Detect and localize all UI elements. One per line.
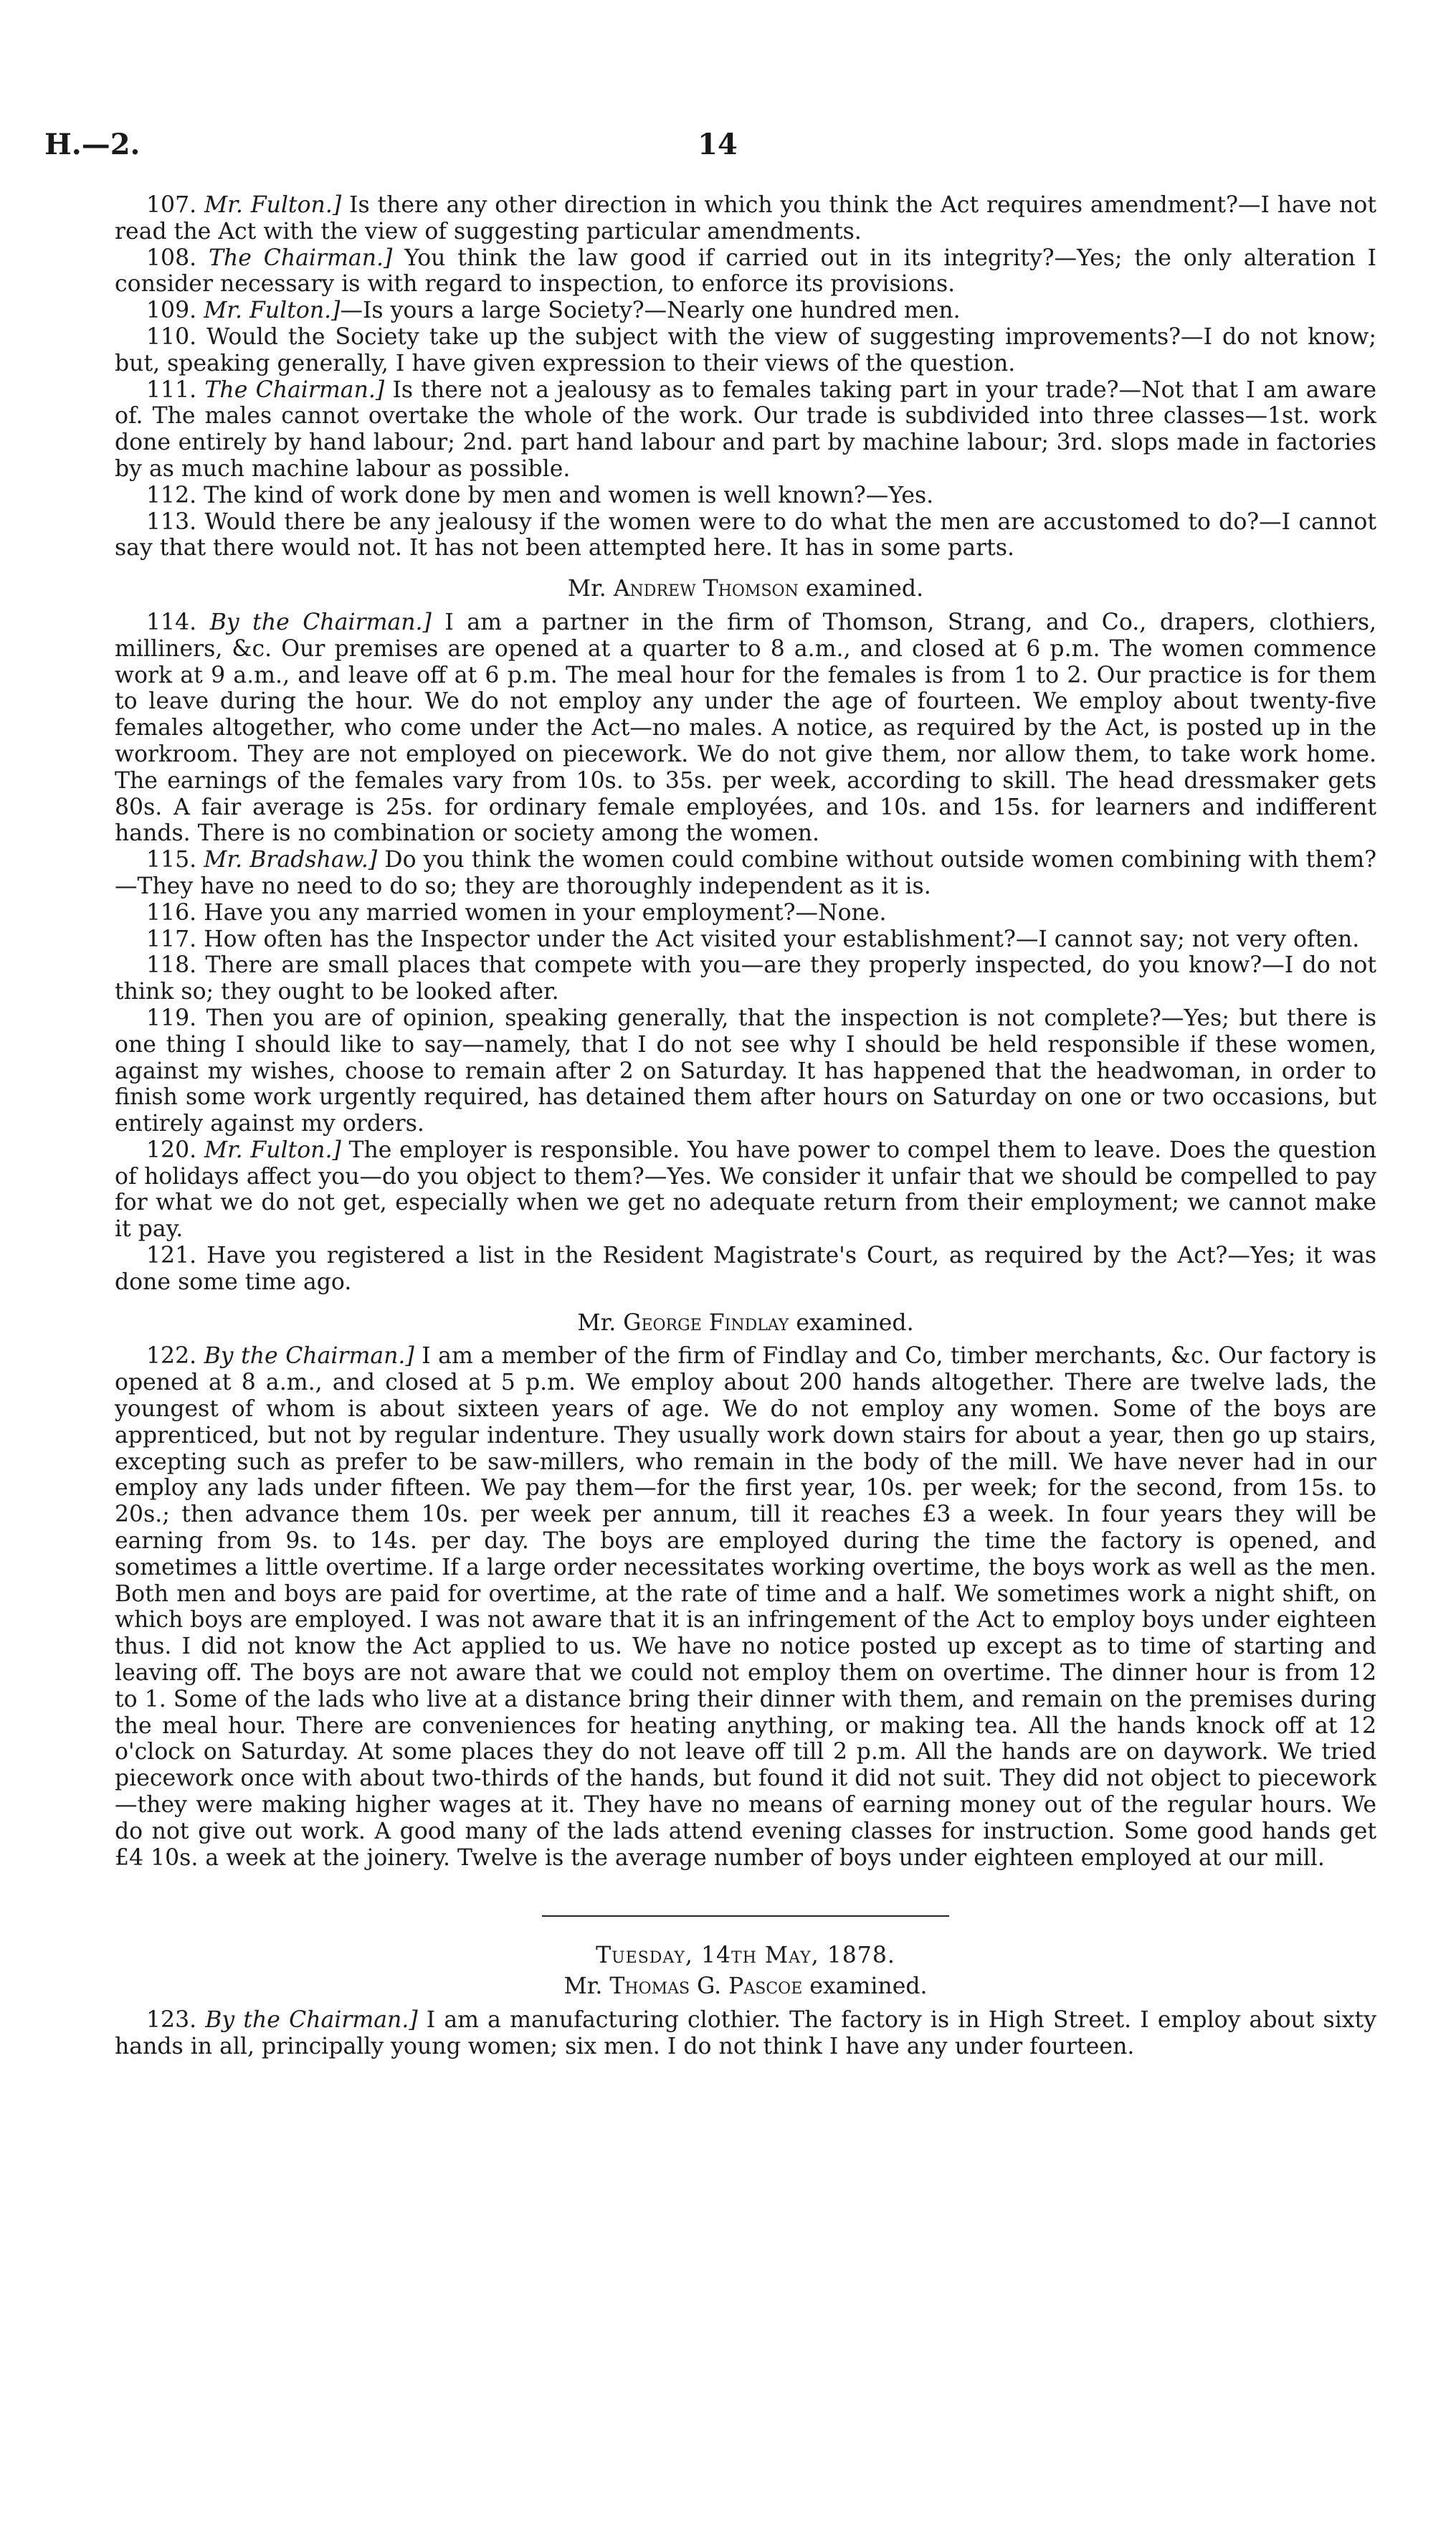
paragraph-107: 107. Mr. Fulton.] Is there any other direction in which you think the Act requires amendment?—I have not read the Act with the view of suggesting particular amendments.: [115, 192, 1377, 245]
paragraph-121: 121. Have you registered a list in the Resident Magistrate's Court, as required by the Act?—Yes; it was done some time ago.: [115, 1243, 1376, 1295]
section-label: H.—2.: [44, 128, 141, 161]
speaker: By the Chairman.]: [209, 609, 432, 635]
paragraph-114: 114. By the Chairman.] I am a partner in the firm of Thomson, Strang, and Co., drapers, clothiers, milliners, &c. Our premises are opened at a quarter to 8 a.m., and closed at 6 p.m. The women commence work at 9 a.m., and leave off at 6 p.m. The meal hour for the females is from 1 to 2. Our practice is for them to leave during the hour. We do not employ any under the age of fourteen. We employ about twenty-five females altogether, who come under the Act—no males. A notice, as required by the Act, is posted up in the workroom. They are not employed on piecework. We do not give them, nor allow them, to take work home. The earnings of the females vary from 10s. to 35s. per week, according to skill. The head dressmaker gets 80s. A fair average is 25s. for ordinary female employées, and 10s. and 15s. for learners and indifferent hands. There is no combination or society among the women.: [115, 609, 1376, 847]
page-header: [44, 128, 1391, 171]
speaker: By the Chairman.]: [204, 1343, 414, 1370]
speaker: Mr. Fulton.]: [204, 298, 341, 324]
paragraph-110: 110. Would the Society take up the subject with the view of suggesting improvements?—I do not know; but, speaking generally, I have given expression to their views of the question.: [115, 323, 1376, 376]
session-date: Tuesday, 14th May, 1878.: [596, 1943, 895, 1969]
paragraph-122: 122. By the Chairman.] I am a member of the firm of Findlay and Co, timber merchants, &c. Our factory is opened at 8 a.m., and closed at 5 p.m. We employ about 200 hands altogether. There are twelve lads, the youngest of whom is about sixteen years of age. We do not employ any women. Some of the boys are apprenticed, but not by regular indenture. They usually work down stairs for about a year, then go up stairs, excepting such as prefer to be saw-millers, who remain in the body of the mill. We have never had in our employ any lads under fifteen. We pay them—for the first year, 10s. per week; for the second, from 15s. to 20s.; then advance them 10s. per week per annum, till it reaches £3 a week. In four years they will be earning from 9s. to 14s. per day. The boys are employed during the time the factory is opened, and sometimes a little overtime. If a large order necessitates working overtime, the boys work as well as the men. Both men and boys are paid for overtime, at the rate of time and a half. We sometimes work a night shift, on which boys are employed. I was not aware that it is an infringement of the Act to employ boys under eighteen thus. I did not know the Act applied to us. We have no notice posted up except as to time of starting and leaving off. The boys are not aware that we could not employ them on overtime. The dinner hour is from 12 to 1. Some of the lads who live at a distance bring their dinner with them, and remain on the premises during the meal hour. There are conveniences for heating anything, or making tea. All the hands knock off at 12 o'clock on Saturday. At some places they do not leave off till 2 p.m. All the hands are on daywork. We tried piecework once with about two-thirds of the hands, but found it did not suit. They did not object to piecework—they were making higher wages at it. They have no means of earning money out of the regular hours. We do not give out work. A good many of the lads attend evening classes for instruction. Some good hands get £4 10s. a week at the joinery. Twelve is the average number of boys under eighteen employed at our mill.: [115, 1343, 1377, 1871]
witness-heading-thomson: Mr. Andrew Thomson examined.: [567, 576, 924, 602]
speaker: Mr. Fulton.]: [204, 1137, 341, 1163]
paragraph-112: 112. The kind of work done by men and women is well known?—Yes.: [146, 482, 934, 508]
paragraph-119: 119. Then you are of opinion, speaking generally, that the inspection is not complete?—Yes; but there is one thing I should like to say—namely, that I do not see why I should be held responsible if these women, against my wishes, choose to remain after 2 on Saturday. It has happened that the headwoman, in order to finish some work urgently required, has detained them after hours on Saturday on one or two occasions, but entirely against my orders.: [115, 1005, 1376, 1137]
speaker: Mr. Fulton.]: [204, 192, 342, 218]
section-divider: [542, 1915, 949, 1917]
paragraph-117: 117. How often has the Inspector under the Act visited your establishment?—I cannot say; not very often.: [146, 926, 1360, 952]
paragraph-123: 123. By the Chairman.] I am a manufacturing clothier. The factory is in High Street. I employ about sixty hands in all, principally young women; six men. I do not think I have any under fourteen.: [115, 2007, 1376, 2059]
page-number: 14: [698, 128, 738, 161]
paragraph-118: 118. There are small places that compete with you—are they properly inspected, do you know?—I do not think so; they ought to be looked after.: [115, 952, 1376, 1005]
witness-heading-findlay: Mr. George Findlay examined.: [577, 1309, 914, 1336]
page-body: [115, 192, 1376, 2060]
speaker: Mr. Bradshaw.]: [204, 847, 378, 873]
paragraph-113: 113. Would there be any jealousy if the women were to do what the men are accustomed to do?—I cannot say that there would not. It has not been attempted here. It has in some parts.: [115, 508, 1376, 561]
paragraph-111: 111. The Chairman.] Is there not a jealousy as to females taking part in your trade?—Not that I am aware of. The males cannot overtake the whole of the work. Our trade is subdivided into three classes—1st. work done entirely by hand labour; 2nd. part hand labour and part by machine labour; 3rd. slops made in factories by as much machine labour as possible.: [115, 376, 1377, 482]
speaker: The Chairman.]: [208, 245, 393, 271]
speaker: The Chairman.]: [204, 376, 385, 403]
paragraph-108: 108. The Chairman.] You think the law good if carried out in its integrity?—Yes; the only alteration I consider necessary is with regard to inspection, to enforce its provisions.: [115, 245, 1376, 298]
paragraph-109: 109. Mr. Fulton.]—Is yours a large Society?—Nearly one hundred men.: [146, 298, 961, 324]
speaker: By the Chairman.]: [205, 2007, 418, 2033]
witness-heading-pascoe: Mr. Thomas G. Pascoe examined.: [563, 1973, 928, 2000]
paragraph-120: 120. Mr. Fulton.] The employer is responsible. You have power to compel them to leave. Does the question of holidays affect you—do you object to them?—Yes. We consider it unfair that we should be compelled to pay for what we do not get, especially when we get no adequate return from their employment; we cannot make it pay.: [115, 1137, 1377, 1243]
paragraph-116: 116. Have you any married women in your employment?—None.: [146, 899, 887, 926]
paragraph-115: 115. Mr. Bradshaw.] Do you think the women could combine without outside women combining with them?—They have no need to do so; they are thoroughly independent as it is.: [115, 847, 1377, 899]
